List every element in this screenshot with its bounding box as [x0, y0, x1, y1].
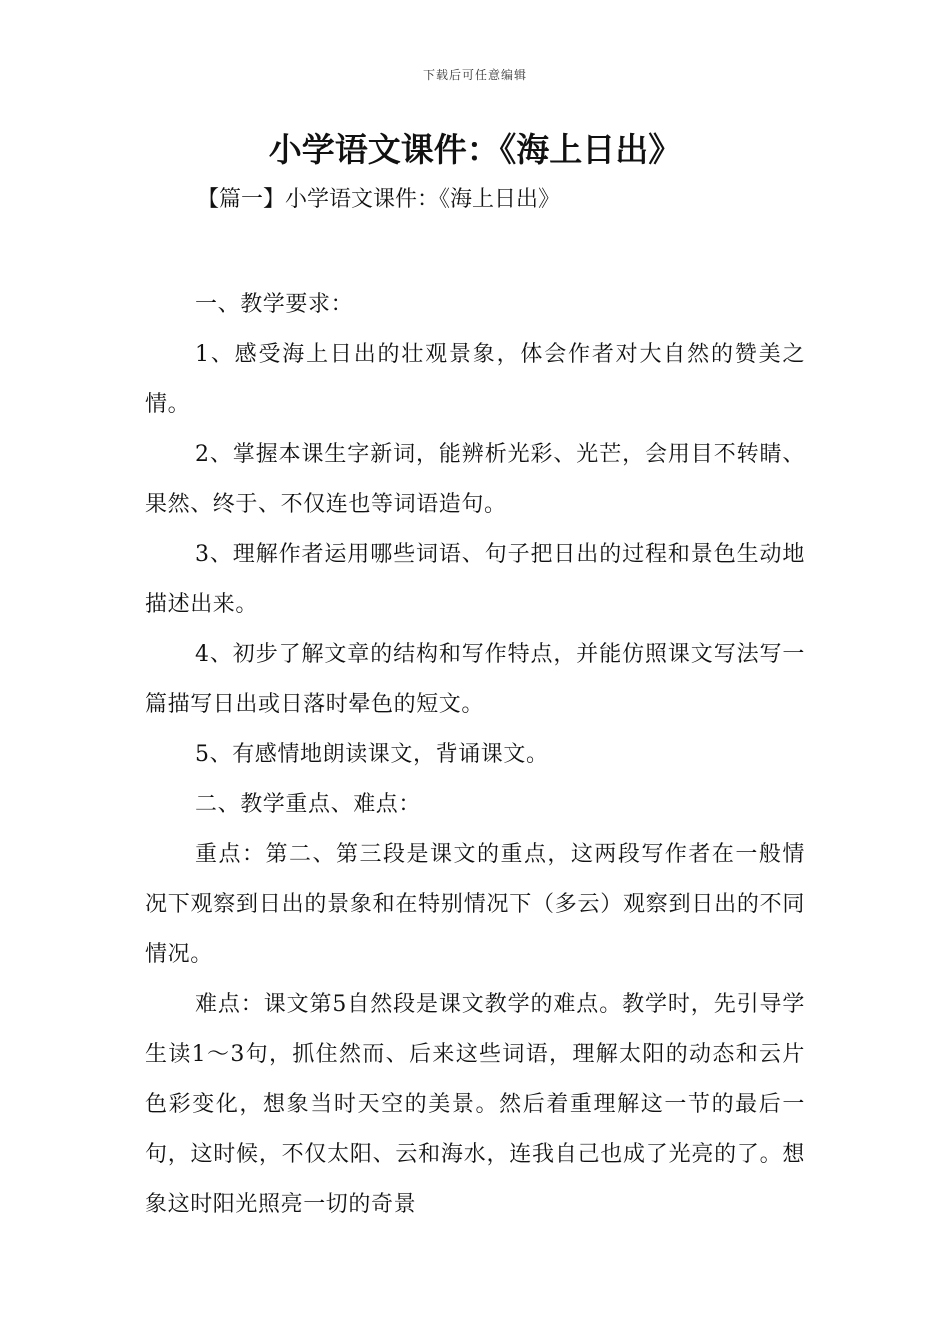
paragraph-key-point: 重点：第二、第三段是课文的重点，这两段写作者在一般情况下观察到日出的景象和在特别情况下（多云）观察到日出的不同情况。 — [145, 842, 805, 967]
paragraph-requirement-4: 4、初步了解文章的结构和写作特点，并能仿照课文写法写一篇描写日出或日落时晕色的短文。 — [145, 642, 805, 717]
section-heading: 【篇一】小学语文课件：《海上日出》 — [197, 187, 561, 212]
header-note: 下载后可任意编辑 — [422, 68, 527, 82]
paragraph-requirement-5: 5、有感情地朗读课文，背诵课文。 — [195, 742, 549, 767]
paragraph-difficult-point: 难点：课文第5自然段是课文教学的难点。教学时，先引导学生读1～3句，抓住然而、后来这些词语，理解太阳的动态和云片色彩变化，想象当时天空的美景。然后着重理解这一节的最后一句，这时候，不仅太阳、云和海水，连我自己也成了光亮的了。想象这时阳光照亮一切的奇景 — [145, 992, 805, 1217]
paragraph-requirement-1: 1、感受海上日出的壮观景象，体会作者对大自然的赞美之情。 — [145, 342, 805, 417]
document-body — [145, 280, 805, 1230]
paragraph-requirement-2: 2、掌握本课生字新词，能辨析光彩、光芒，会用目不转睛、果然、终于、不仅连也等词语造句。 — [145, 442, 805, 517]
document-title: 小学语文课件：《海上日出》 — [268, 130, 682, 169]
paragraph-teaching-requirements-heading: 一、教学要求： — [195, 292, 354, 317]
paragraph-key-points-heading: 二、教学重点、难点： — [195, 792, 422, 817]
paragraph-requirement-3: 3、理解作者运用哪些词语、句子把日出的过程和景色生动地描述出来。 — [145, 542, 805, 617]
